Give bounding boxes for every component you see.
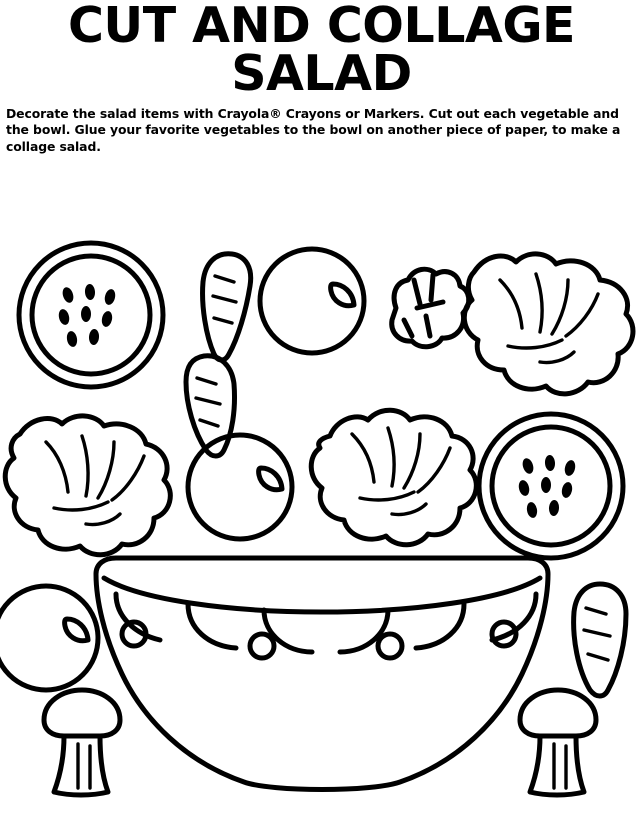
salad-bowl (96, 558, 548, 790)
lettuce-leaf-middle-left (5, 416, 170, 555)
carrot-bottom-right (574, 584, 626, 696)
mushroom-bottom-right (520, 690, 596, 795)
mushroom-bottom-left (44, 690, 120, 795)
artwork-area (0, 196, 643, 815)
olive-bottom-left (0, 586, 98, 690)
olive-top-middle (260, 249, 364, 353)
title-line-2: SALAD (231, 45, 412, 103)
page-title (0, 0, 643, 103)
olive-middle (188, 435, 292, 539)
cucumber-slice-middle-right (479, 414, 623, 558)
carrot-lower (186, 356, 235, 456)
lettuce-leaf-top-right (464, 254, 633, 394)
instructions-text: Decorate the salad items with Crayola® Crayons or Markers. Cut out each vegetable and the bowl. Glue your favorite vegetables to the bowl on another piece of paper, to make a collage salad. (6, 106, 621, 154)
broccoli-floret-top (392, 269, 469, 347)
lettuce-leaf-center (311, 410, 476, 545)
title-line-1: CUT AND COLLAGE (67, 0, 576, 54)
carrot-upper (203, 254, 251, 360)
cucumber-slice-top-left (19, 243, 163, 387)
